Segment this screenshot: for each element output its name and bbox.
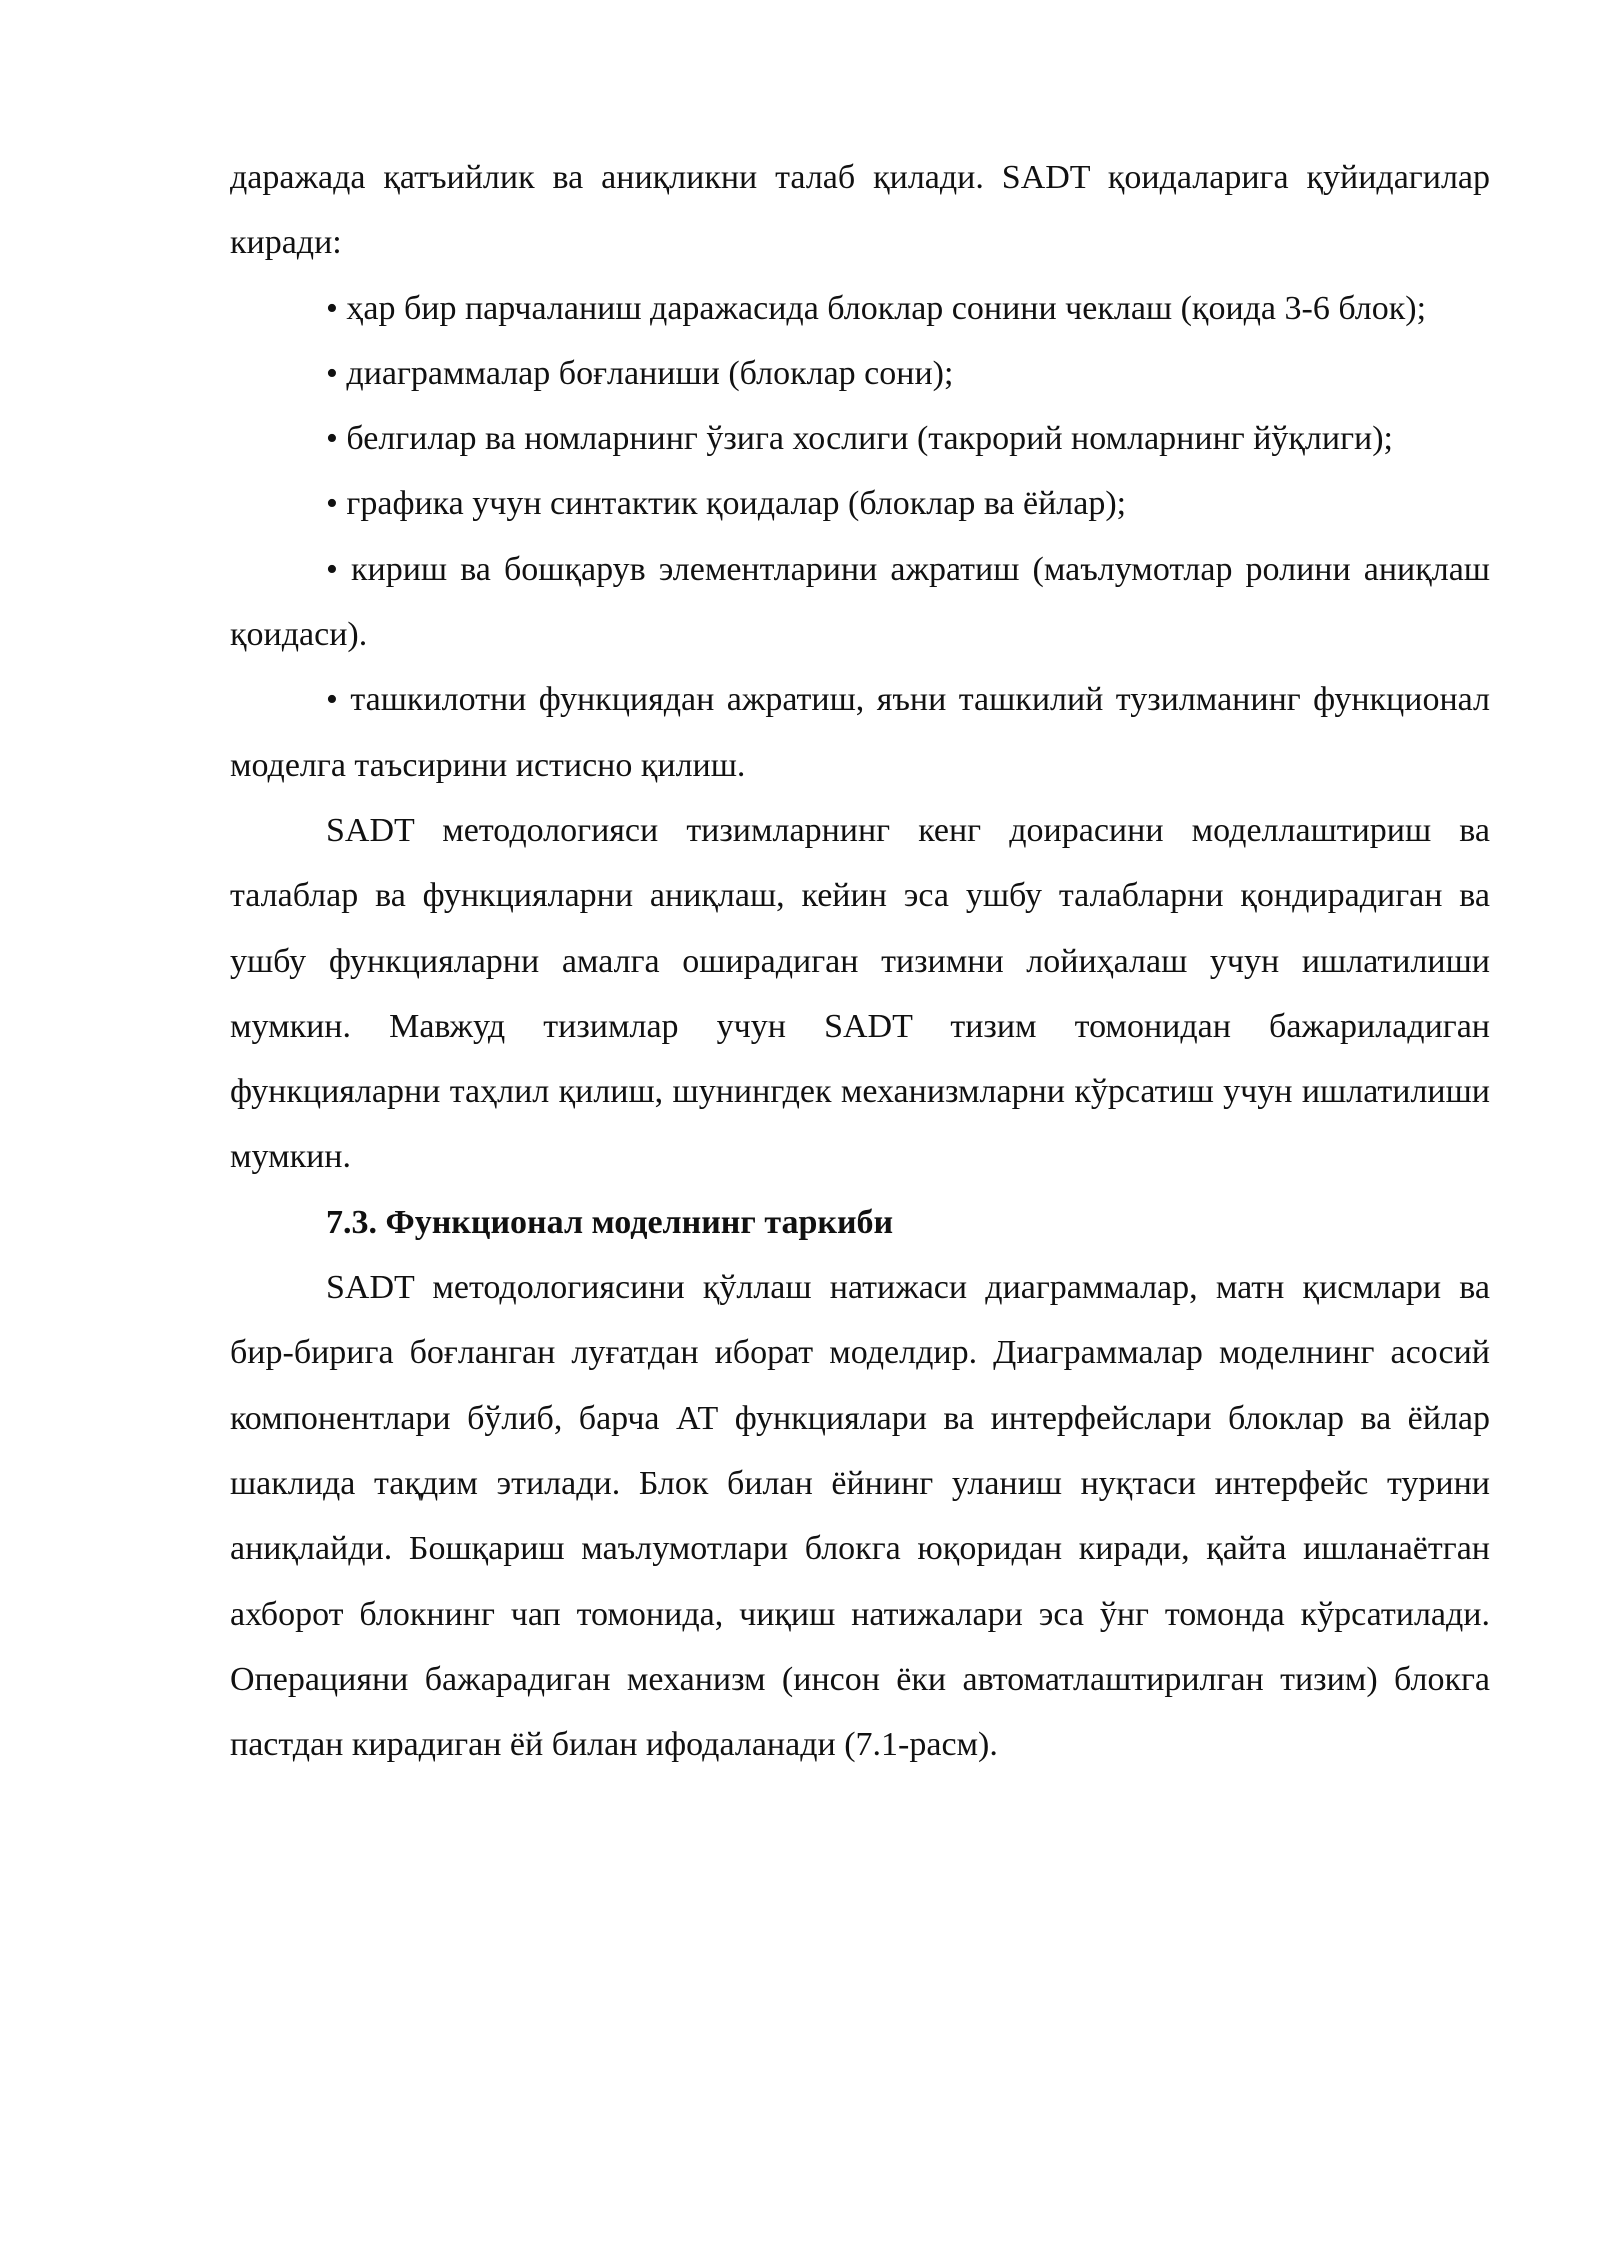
bullet-diagram-connectivity: • диаграммалар боғланиши (блоклар сони); (326, 354, 954, 392)
bullet-input-control: • кириш ва бошқарув элементларини ажратиш (маълумотлар ролини аниқлаш қоидаси). (230, 550, 1490, 654)
intro-paragraph-continued: даражада қатъийлик ва аниқликни талаб қилади. SADT қоидаларига қуйидагилар киради: (230, 159, 1490, 262)
section-heading: 7.3. Функционал моделнинг таркиби (326, 1203, 894, 1241)
bullet-syntax-rules: • графика учун синтактик қоидалар (блоклар ва ёйлар); (326, 485, 1127, 523)
document-page (230, 145, 1490, 1777)
bullet-organization-function: • ташкилотни функциядан ажратиш, яъни ташкилий тузилманинг функционал моделга таъсирини истисно қилиш. (230, 681, 1490, 784)
section-body-paragraph: SADT методологиясини қўллаш натижаси диаграммалар, матн қисмлари ва бир-бирига боғланган луғатдан иборат моделдир. Диаграммалар моделнинг асосий компонентлари бўлиб, барча АТ функциялари ва интерфейслари блоклар ва ёйлар шаклида тақдим этилади. Блок билан ёйнинг уланиш нуқтаси интерфейс турини аниқлайди. Бошқариш маълумотлари блокга юқоридан киради, қайта ишланаётган ахборот блокнинг чап томонида, чиқиш натижалари эса ўнг томонда кўрсатилади. Операцияни бажарадиган механизм (инсон ёки автоматлаштирилган тизим) блокга пастдан кирадиган ёй билан ифодаланади (7.1-расм). (230, 1269, 1490, 1764)
bullet-label-uniqueness: • белгилар ва номларнинг ўзига хослиги (такрорий номларнинг йўқлиги); (326, 420, 1393, 458)
bullet-block-count: • ҳар бир парчаланиш даражасида блоклар сонини чеклаш (қоида 3-6 блок); (326, 289, 1427, 327)
sadt-usage-paragraph: SADT методологияси тизимларнинг кенг доирасини моделлаштириш ва талаблар ва функцияларни аниқлаш, кейин эса ушбу талабларни қондирадиган ва ушбу функцияларни амалга оширадиган тизимни лойиҳалаш учун ишлатилиши мумкин. Мавжуд тизимлар учун SADT тизим томонидан бажариладиган функцияларни таҳлил қилиш, шунингдек механизмларни кўрсатиш учун ишлатилиши мумкин. (230, 811, 1490, 1176)
